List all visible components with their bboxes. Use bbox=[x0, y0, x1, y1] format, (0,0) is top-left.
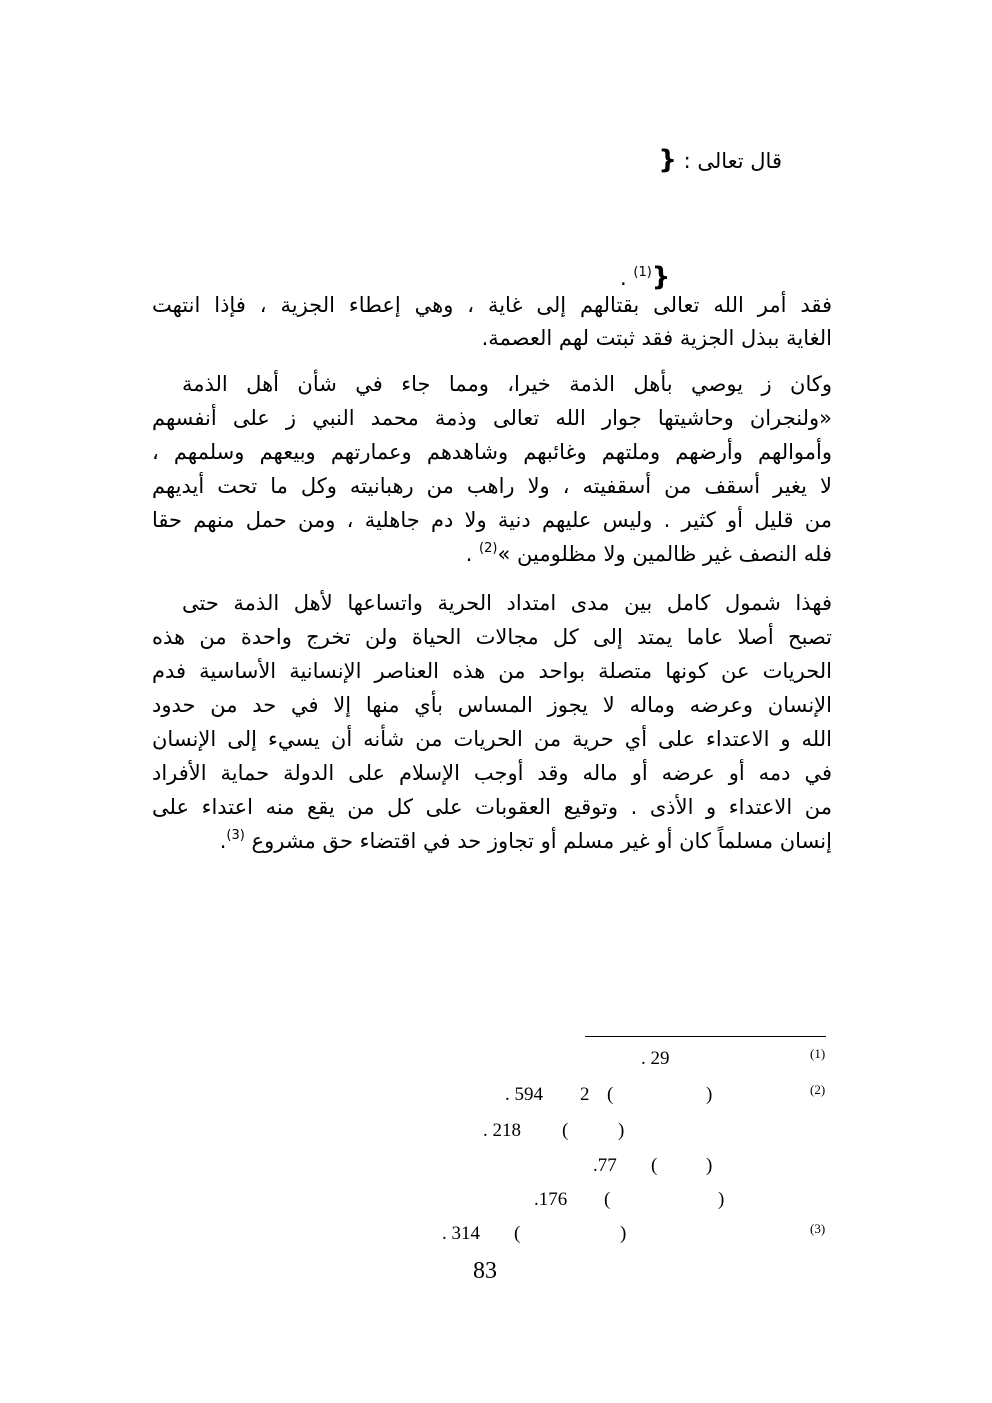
footnote-2b-open-paren: ( bbox=[562, 1120, 569, 1141]
paragraph-3-last-text: إنسان مسلماً كان أو غير مسلم أو تجاوز حد في اقتضاء حق مشروع bbox=[244, 829, 832, 853]
paragraph-2-last-text: فله النصف غير ظالمين ولا مظلومين » bbox=[497, 542, 832, 566]
quote-close-dot: . bbox=[620, 266, 627, 290]
footnote-2d-open-paren: ( bbox=[604, 1189, 611, 1210]
paragraph-2-last-line bbox=[152, 538, 832, 571]
footnote-2-open-paren: ( bbox=[607, 1084, 614, 1105]
footnote-ref-3: (3) bbox=[226, 828, 245, 843]
footnote-2c-open-paren: ( bbox=[651, 1155, 658, 1176]
footnote-2d-close-paren: ) bbox=[718, 1189, 725, 1210]
footnote-3-close-paren: ) bbox=[620, 1223, 627, 1244]
footnote-marker-2: (2) bbox=[810, 1082, 826, 1097]
footnote-2-page: . 594 bbox=[505, 1084, 543, 1105]
paragraph-2-last-dot: . bbox=[465, 542, 480, 566]
paragraph-3-last-dot: . bbox=[219, 829, 227, 853]
footnote-1-text: . 29 bbox=[641, 1048, 670, 1069]
paragraph-2-line: وأموالهم وأرضهم وملتهم وغائبهم وشاهدهم وعمارتهم وبيعهم وسلمهم ، bbox=[152, 440, 832, 464]
quote-intro-text: قال تعالى : bbox=[676, 149, 782, 173]
quote-intro bbox=[658, 145, 782, 175]
footnote-marker-3: (3) bbox=[810, 1221, 826, 1236]
footnote-2d-page: .176 bbox=[534, 1189, 568, 1210]
paragraph-3-last-line bbox=[152, 825, 832, 858]
paragraph-2-line: لا يغير أسقف من أسقفيته ، ولا راهب من رهبانيته وكل ما تحت أيديهم bbox=[152, 474, 832, 498]
footnote-3-open-paren: ( bbox=[514, 1223, 521, 1244]
paragraph-1-line: فقد أمر الله تعالى بقتالهم إلى غاية ، وهي إعطاء الجزية ، فإذا انتهت bbox=[152, 293, 832, 317]
page-number: 83 bbox=[473, 1258, 497, 1284]
footnote-2c-page: .77 bbox=[593, 1155, 617, 1176]
footnote-marker-1: (1) bbox=[810, 1046, 826, 1061]
footnote-2-close-paren: ) bbox=[706, 1084, 713, 1105]
paragraph-3-line: فهذا شمول كامل بين مدى امتداد الحرية واتساعها لأهل الذمة حتى bbox=[182, 591, 832, 615]
footnote-separator bbox=[585, 1036, 826, 1037]
footnote-2b-page: . 218 bbox=[483, 1120, 521, 1141]
footnote-2b-close-paren: ) bbox=[618, 1120, 625, 1141]
paragraph-3-line: من الاعتداء و الأذى . وتوقيع العقوبات على كل من يقع منه اعتداء على bbox=[152, 795, 832, 819]
paragraph-1-line: الغاية ببذل الجزية فقد ثبتت لهم العصمة. bbox=[481, 326, 832, 350]
footnote-2c-close-paren: ) bbox=[706, 1155, 713, 1176]
paragraph-3-line: الله و الاعتداء على أي حرية من الحريات من شأنه أن يسيء إلى الإنسان bbox=[152, 727, 832, 751]
footnote-3-page: . 314 bbox=[442, 1223, 480, 1244]
paragraph-3-line: الحريات عن كونها متصلة بواحد من هذه العناصر الإنسانية الأساسية فدم bbox=[152, 659, 832, 683]
quote-close-brace: } bbox=[651, 262, 671, 292]
quote-open-brace: { bbox=[658, 145, 677, 175]
footnote-2-volume: 2 bbox=[580, 1084, 590, 1105]
paragraph-2-line: من قليل أو كثير . وليس عليهم دنية ولا دم جاهلية ، ومن حمل منهم حقا bbox=[152, 508, 832, 532]
paragraph-3-line: الإنسان وعرضه وماله لا يجوز المساس بأي منها إلا في حد من حدود bbox=[152, 693, 832, 717]
paragraph-2-line: «ولنجران وحاشيتها جوار الله تعالى وذمة محمد النبي ز على أنفسهم bbox=[152, 406, 832, 430]
paragraph-2-line: وكان ز يوصي بأهل الذمة خيرا، ومما جاء في شأن أهل الذمة bbox=[182, 372, 832, 396]
paragraph-3-line: في دمه أو عرضه أو ماله وقد أوجب الإسلام على الدولة حماية الأفراد bbox=[152, 761, 832, 785]
footnote-ref-1: (1) bbox=[633, 265, 652, 280]
footnote-ref-2: (2) bbox=[479, 541, 498, 556]
paragraph-3-line: تصبح أصلا عاما يمتد إلى كل مجالات الحياة ولن تخرج واحدة من هذه bbox=[152, 625, 832, 649]
quote-close bbox=[620, 262, 670, 292]
